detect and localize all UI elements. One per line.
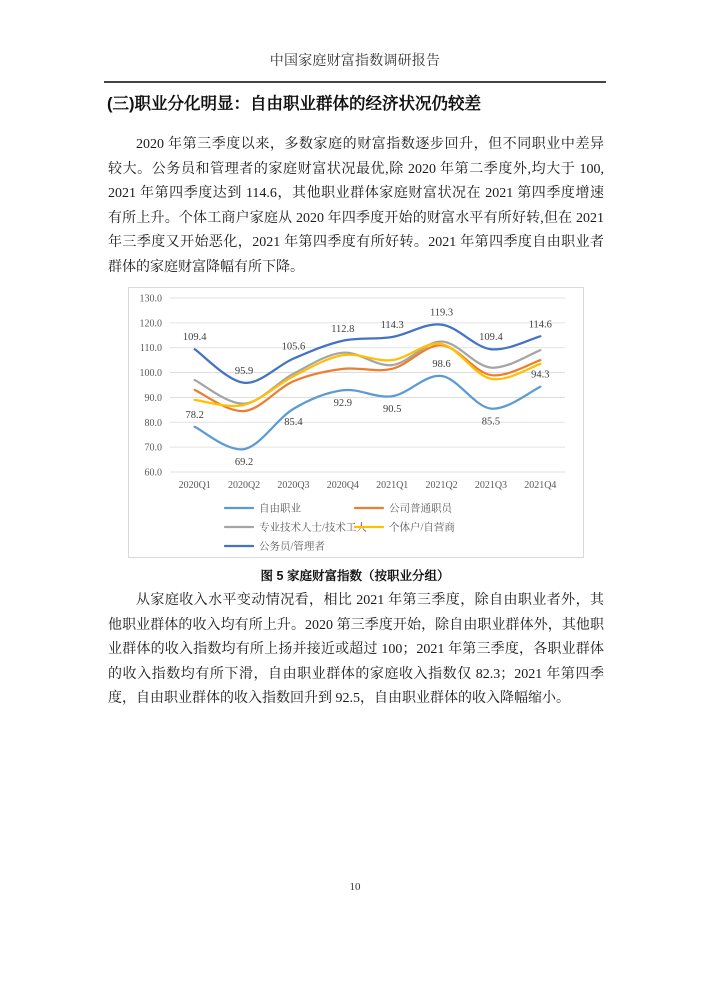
body-paragraph	[108, 133, 604, 281]
body-paragraph	[108, 589, 604, 712]
legend-label: 公司普通职员	[389, 503, 452, 515]
data-label-freelance: 92.9	[333, 398, 352, 410]
data-label-freelance: 78.2	[185, 409, 204, 421]
y-tick-label: 110.0	[139, 343, 162, 355]
data-label-civil-servant-manager: 109.4	[182, 332, 207, 344]
data-label-civil-servant-manager: 114.6	[528, 319, 552, 331]
x-tick-label: 2021Q4	[524, 480, 557, 491]
y-tick-label: 90.0	[144, 392, 162, 404]
legend-label: 公务员/管理者	[259, 541, 325, 553]
paragraph-line: 年三季度又开始恶化，2021 年第四季度有所好转。2021 年第四季度自由职业者	[108, 235, 604, 251]
header-rule	[104, 81, 606, 83]
y-tick-label: 120.0	[139, 318, 162, 330]
data-label-civil-servant-manager: 119.3	[429, 307, 454, 319]
y-tick-label: 80.0	[144, 417, 162, 429]
data-label-freelance: 85.4	[284, 416, 303, 428]
page-number: 10	[349, 881, 361, 893]
legend-label: 专业技术人士/技术工人	[259, 522, 367, 534]
x-tick-label: 2020Q4	[326, 480, 359, 491]
paragraph-line: 2021 年第四季度达到 114.6，其他职业群体家庭财富状况在 2021 第四季度增速	[108, 186, 604, 202]
y-tick-label: 60.0	[144, 467, 162, 479]
x-tick-label: 2021Q1	[376, 480, 409, 491]
data-label-freelance: 69.2	[234, 457, 254, 469]
section-heading: (三)职业分化明显：自由职业群体的经济状况仍较差	[107, 95, 481, 113]
paragraph-line: 他职业群体的收入均有所上升。2020 第三季度开始，除自由职业群体外，其他职	[108, 617, 604, 633]
legend-label: 个体户/自营商	[389, 522, 455, 534]
data-label-civil-servant-manager: 105.6	[281, 341, 306, 353]
paragraph-line: 有所上升。个体工商户家庭从 2020 年四季度开始的财富水平有所好转,但在 2021	[108, 210, 604, 226]
running-header-title: 中国家庭财富指数调研报告	[269, 54, 441, 69]
x-tick-label: 2021Q2	[425, 480, 458, 491]
y-tick-label: 100.0	[139, 368, 162, 380]
x-tick-label: 2020Q3	[277, 480, 310, 491]
data-label-freelance: 98.6	[432, 359, 451, 371]
paragraph-line: 群体的家庭财富降幅有所下降。	[108, 259, 304, 275]
legend-label: 自由职业	[259, 503, 301, 515]
x-tick-label: 2020Q2	[227, 480, 261, 491]
data-label-freelance: 90.5	[383, 404, 402, 416]
data-label-freelance: 85.5	[481, 416, 501, 428]
paragraph-line: 业群体的收入指数均有所上扬并接近或超过 100；2021 年第三季度，各职业群体	[108, 642, 604, 658]
paragraph-line: 从家庭收入水平变动情况看，相比 2021 年第三季度，除自由职业者外，其	[136, 593, 604, 608]
data-label-civil-servant-manager: 95.9	[234, 365, 254, 377]
y-tick-label: 130.0	[139, 293, 162, 305]
data-label-civil-servant-manager: 109.4	[479, 332, 503, 344]
figure-caption: 图 5 家庭财富指数（按职业分组）	[260, 569, 450, 583]
data-label-civil-servant-manager: 114.3	[380, 320, 404, 332]
paragraph-line: 2020 年第三季度以来，多数家庭的财富指数逐步回升，但不同职业中差异	[136, 137, 604, 152]
y-tick-label: 70.0	[144, 442, 162, 454]
paragraph-line: 较大。公务员和管理者的家庭财富状况最优,除 2020 年第二季度外,均大于 100,	[108, 161, 604, 177]
wealth-index-line-chart	[128, 287, 584, 558]
x-tick-label: 2021Q3	[474, 480, 508, 491]
data-label-freelance: 94.3	[531, 369, 550, 381]
paragraph-line: 度，自由职业群体的收入指数回升到 92.5，自由职业群体的收入降幅缩小。	[108, 691, 570, 707]
x-tick-label: 2020Q1	[178, 480, 211, 491]
paragraph-line: 的收入指数均有所下滑，自由职业群体的家庭收入指数仅 82.3；2021 年第四季	[108, 666, 604, 682]
data-label-civil-servant-manager: 112.8	[331, 323, 355, 335]
